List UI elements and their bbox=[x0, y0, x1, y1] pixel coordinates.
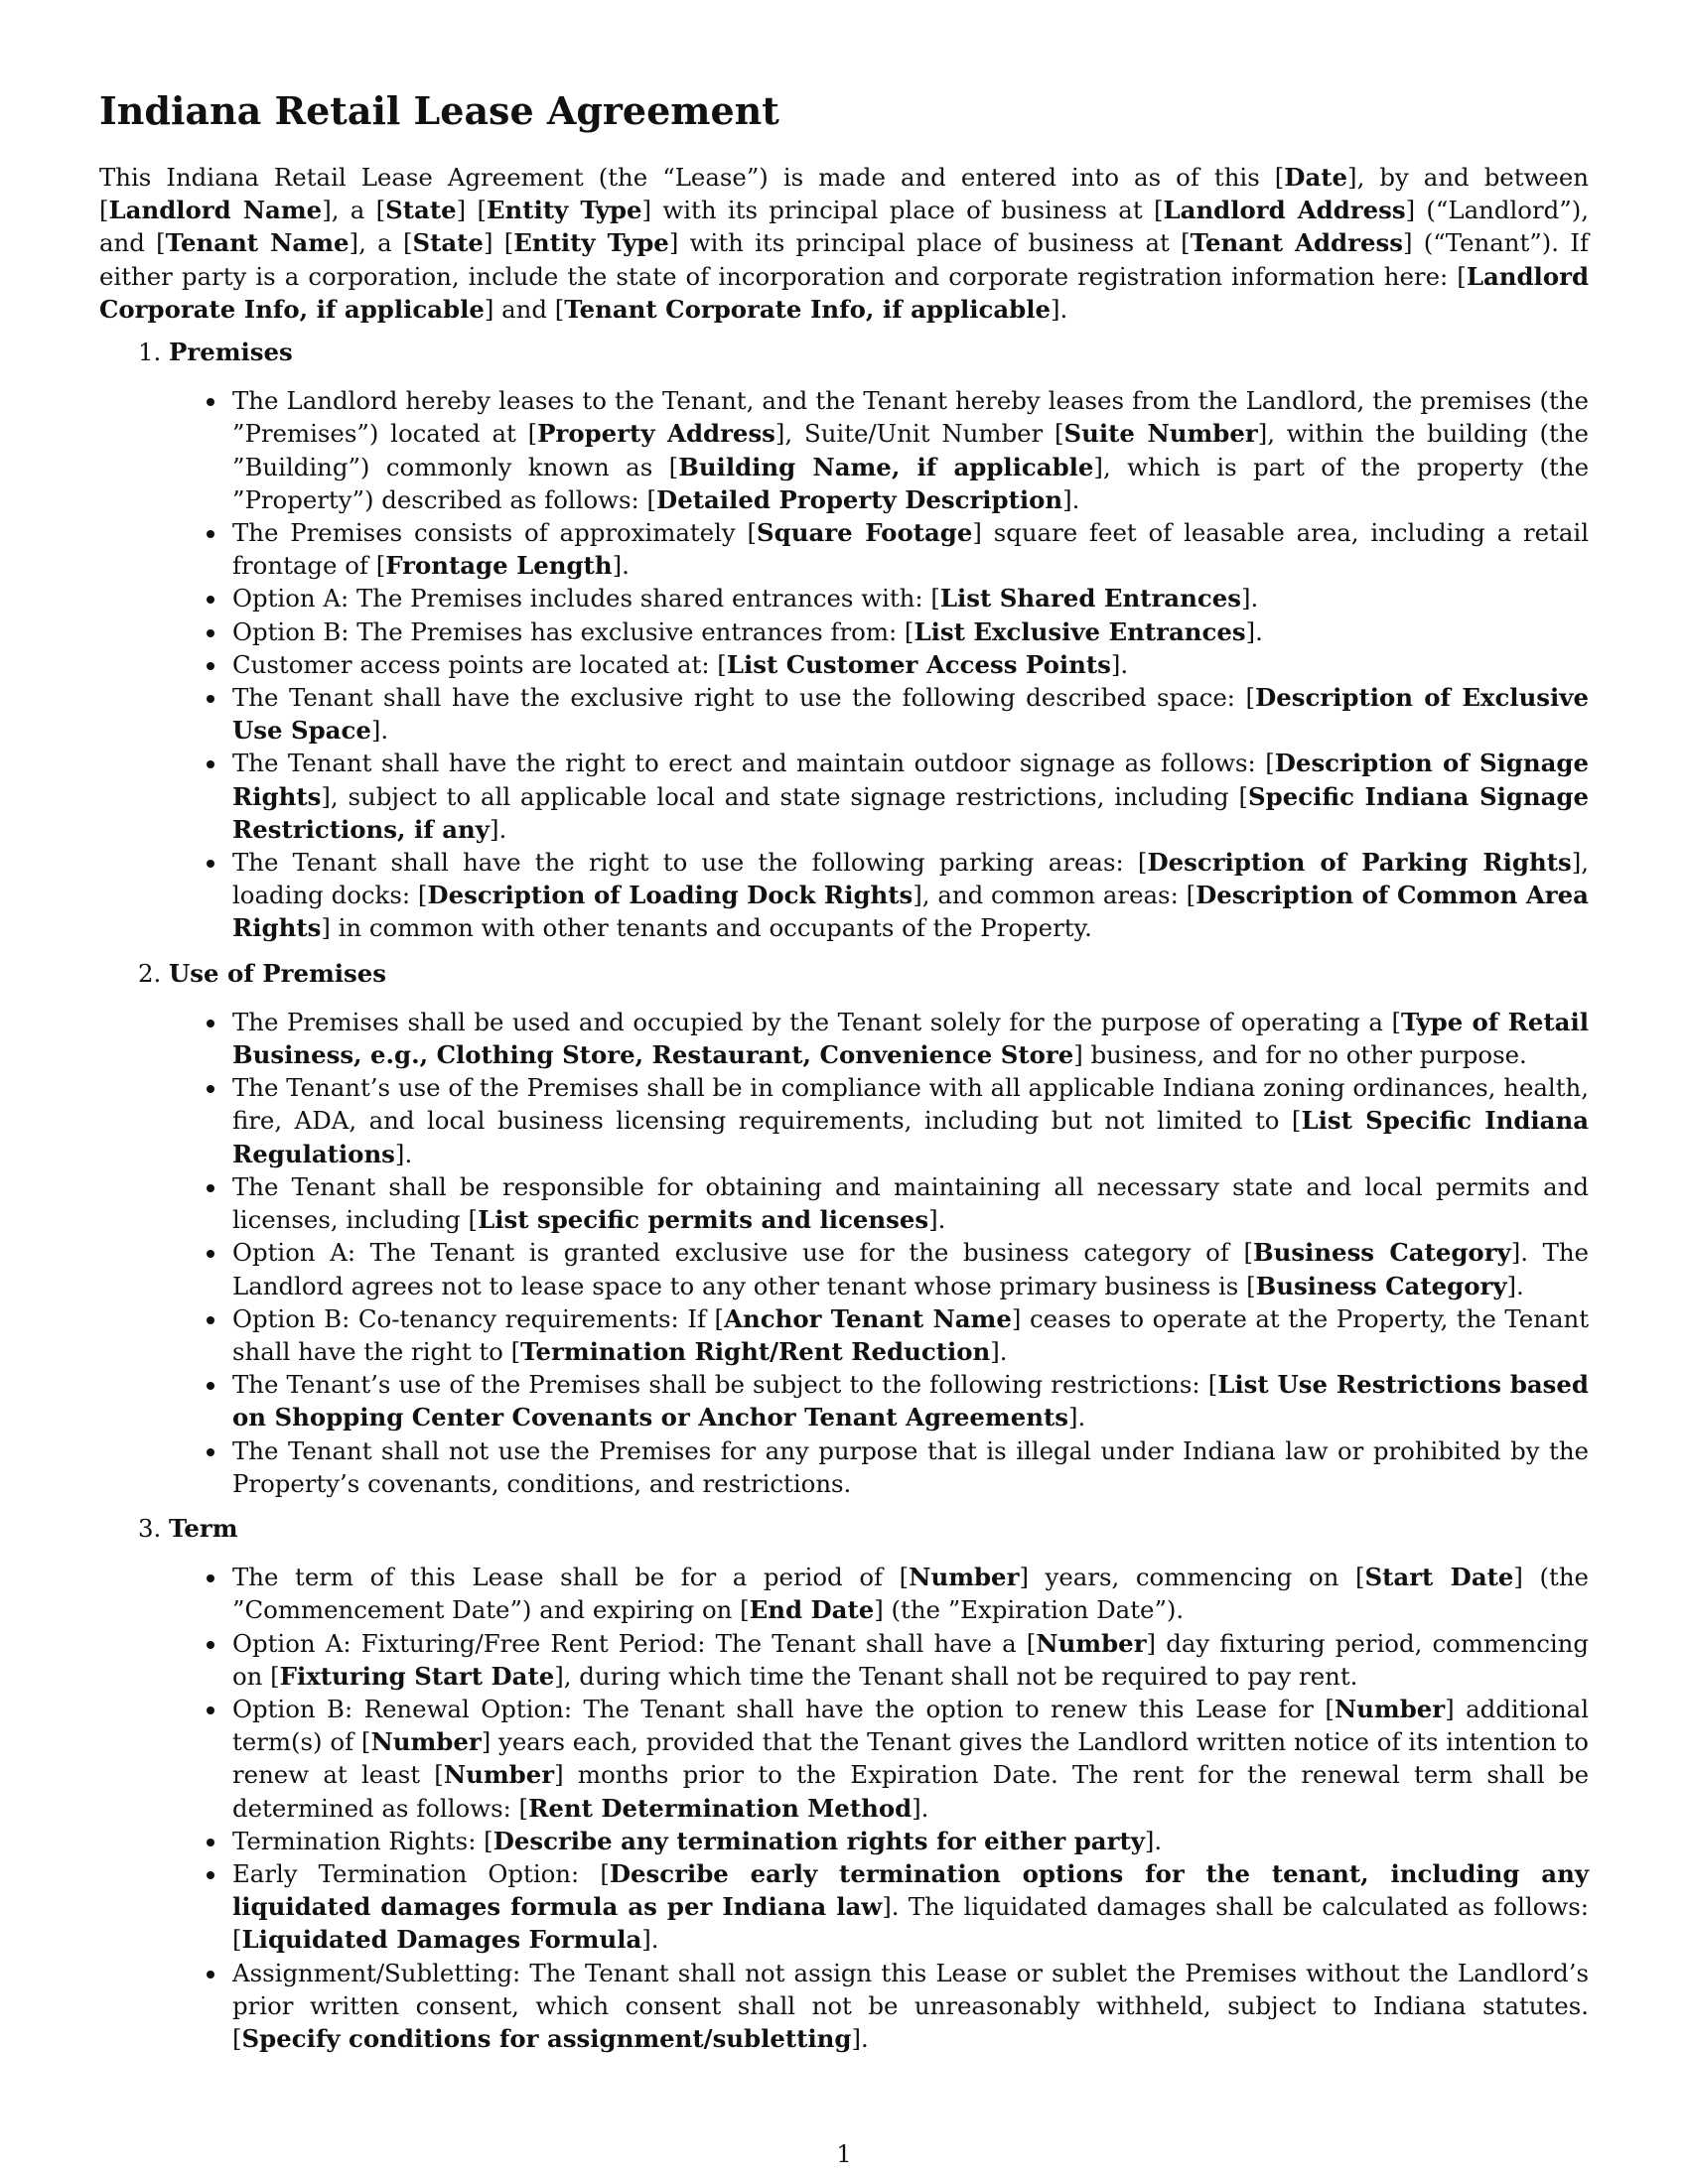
text-run: The Tenant shall be responsible for obtaining and maintaining all necessary state and local permits and licenses, including [ bbox=[232, 1171, 1589, 1235]
placeholder-field: Entity Type bbox=[486, 196, 642, 225]
text-run: Option A: The Premises includes shared entrances with: [ bbox=[232, 584, 940, 614]
placeholder-field: Tenant Corporate Info, if applicable bbox=[564, 294, 1052, 324]
clause-item bbox=[228, 1170, 1589, 1236]
text-run: Option B: The Premises has exclusive entrances from: [ bbox=[232, 616, 914, 646]
text-run: ], loading docks: [ bbox=[232, 848, 1589, 910]
text-run: ] additional term(s) of [ bbox=[232, 1694, 1589, 1757]
placeholder-field: Description of Loading Dock Rights bbox=[427, 881, 914, 910]
text-run: ] with its principal place of business at [ bbox=[641, 196, 1164, 225]
section-3 bbox=[169, 1512, 1589, 2055]
text-run: ]. The liquidated damages shall be calculated as follows: [ bbox=[232, 1892, 1590, 1955]
text-run: ]. bbox=[1067, 1403, 1086, 1433]
placeholder-field: Description of Signage Rights bbox=[232, 749, 1589, 811]
section-1 bbox=[169, 336, 1589, 945]
text-run: ] (“Tenant”). If either party is a corporation, include the state of incorporation and corporate registration information here: [ bbox=[99, 228, 1589, 291]
text-run: ], which is part of the property (the ”Property”) described as follows: [ bbox=[232, 452, 1590, 514]
text-run: ], and common areas: [ bbox=[913, 881, 1196, 910]
placeholder-field: List Shared Entrances bbox=[939, 584, 1241, 614]
placeholder-field: Frontage Length bbox=[385, 551, 613, 581]
placeholder-field: Building Name, if applicable bbox=[678, 452, 1094, 481]
text-run: ] (the ”Commencement Date”) and expiring on [ bbox=[232, 1563, 1589, 1625]
clause-item bbox=[228, 1693, 1589, 1825]
text-run: ] (the ”Expiration Date”). bbox=[874, 1595, 1185, 1625]
placeholder-field: Number bbox=[370, 1727, 482, 1757]
text-run: ] [ bbox=[483, 228, 514, 258]
text-run: The Tenant shall have the right to erect and maintain outdoor signage as follows: [ bbox=[232, 749, 1275, 778]
text-run: ], subject to all applicable local and state signage restrictions, including [ bbox=[321, 781, 1249, 811]
text-run: Early Termination Option: [ bbox=[232, 1858, 610, 1888]
text-run: ] [ bbox=[456, 196, 487, 225]
page-number: 1 bbox=[836, 2140, 852, 2168]
placeholder-field: Square Footage bbox=[757, 518, 973, 548]
placeholder-field: List Specific Indiana Regulations bbox=[232, 1106, 1590, 1168]
clause-item bbox=[228, 1006, 1589, 1071]
clause-item bbox=[228, 1302, 1589, 1368]
placeholder-field: Date bbox=[1284, 163, 1348, 192]
placeholder-field: Description of Common Area Rights bbox=[232, 881, 1589, 943]
text-run: ], within the building (the ”Building”) commonly known as [ bbox=[232, 419, 1589, 481]
text-run: ]. bbox=[1051, 294, 1068, 324]
placeholder-field: Rent Determination Method bbox=[528, 1793, 913, 1823]
text-run: ]. bbox=[1240, 584, 1259, 614]
text-run: ]. bbox=[1062, 484, 1080, 514]
text-run: The term of this Lease shall be for a period of [ bbox=[232, 1563, 910, 1592]
placeholder-field: Start Date bbox=[1364, 1563, 1514, 1592]
text-run: ]. bbox=[612, 551, 630, 581]
text-run: ]. The Landlord agrees not to lease space to any other tenant whose primary business is [ bbox=[232, 1238, 1589, 1300]
placeholder-field: Landlord Name bbox=[108, 196, 323, 225]
text-run: ], a [ bbox=[349, 228, 413, 258]
placeholder-field: Type of Retail Business, e.g., Clothing Store, Restaurant, Convenience Store bbox=[232, 1007, 1590, 1070]
text-run: ] and [ bbox=[484, 294, 565, 324]
clause-item bbox=[228, 648, 1589, 681]
placeholder-field: Fixturing Start Date bbox=[279, 1661, 555, 1691]
placeholder-field: Tenant Address bbox=[1190, 228, 1403, 258]
text-run: ]. bbox=[990, 1336, 1008, 1366]
text-run: ]. bbox=[1245, 616, 1263, 646]
text-run: ]. bbox=[912, 1793, 929, 1823]
text-run: ], Suite/Unit Number [ bbox=[774, 419, 1064, 449]
text-run: The Tenant shall not use the Premises for any purpose that is illegal under Indiana law or prohibited by the Property’s covenants, conditions, and restrictions. bbox=[232, 1435, 1589, 1498]
text-run: ], during which time the Tenant shall not be required to pay rent. bbox=[554, 1661, 1358, 1691]
section-title: 1. Premises bbox=[169, 338, 293, 367]
text-run: This Indiana Retail Lease Agreement (the “Lease”) is made and entered into as of this [ bbox=[99, 163, 1285, 192]
placeholder-field: Termination Right/Rent Reduction bbox=[520, 1336, 991, 1366]
text-run: The Tenant shall have the right to use the following parking areas: [ bbox=[232, 848, 1148, 878]
text-run: ] ceases to operate at the Property, the Tenant shall have the right to [ bbox=[232, 1303, 1589, 1366]
intro-paragraph bbox=[99, 161, 1589, 326]
clause-item bbox=[228, 1857, 1589, 1957]
placeholder-field: Entity Type bbox=[513, 228, 669, 258]
clause-item bbox=[228, 1236, 1589, 1301]
text-run: ] day fixturing period, commencing on [ bbox=[232, 1628, 1589, 1691]
placeholder-field: Number bbox=[1334, 1694, 1446, 1723]
clause-item bbox=[228, 1627, 1589, 1693]
text-run: The Premises shall be used and occupied by the Tenant solely for the purpose of operating a [ bbox=[232, 1007, 1401, 1036]
text-run: ] years, commencing on [ bbox=[1019, 1563, 1365, 1592]
text-run: ] in common with other tenants and occupants of the Property. bbox=[321, 913, 1092, 943]
placeholder-field: Suite Number bbox=[1063, 419, 1258, 449]
document-page bbox=[99, 89, 1589, 2067]
text-run: ]. bbox=[1144, 1826, 1163, 1855]
placeholder-field: Tenant Name bbox=[165, 228, 350, 258]
document-title: Indiana Retail Lease Agreement bbox=[99, 88, 779, 133]
clause-item bbox=[228, 1434, 1589, 1500]
clause-item bbox=[228, 747, 1589, 846]
text-run: ]. bbox=[489, 814, 507, 844]
clause-list bbox=[169, 1006, 1589, 1500]
text-run: Assignment/Subletting: The Tenant shall not assign this Lease or sublet the Premises without the Landlord’s prior written consent, which consent shall not be unreasonably withheld, subject to Indiana statutes. [ bbox=[232, 1958, 1589, 2053]
section-list bbox=[99, 336, 1589, 2055]
placeholder-field: Describe any termination rights for either party bbox=[492, 1826, 1145, 1855]
clause-item bbox=[228, 846, 1589, 945]
clause-item bbox=[228, 615, 1589, 648]
text-run: ], a [ bbox=[322, 196, 386, 225]
text-run: The Tenant shall have the exclusive right to use the following described space: [ bbox=[232, 683, 1256, 713]
placeholder-field: List Use Restrictions based on Shopping Center Covenants or Anchor Tenant Agreements bbox=[232, 1370, 1589, 1433]
clause-item bbox=[228, 1368, 1589, 1433]
text-run: ] with its principal place of business at [ bbox=[668, 228, 1191, 258]
clause-list bbox=[169, 384, 1589, 944]
section-2 bbox=[169, 957, 1589, 1500]
clause-item bbox=[228, 516, 1589, 582]
text-run: Option A: The Tenant is granted exclusive use for the business category of [ bbox=[232, 1238, 1253, 1268]
placeholder-field: Description of Parking Rights bbox=[1147, 848, 1572, 878]
text-run: ]. bbox=[370, 716, 389, 746]
placeholder-field: Property Address bbox=[537, 419, 775, 449]
text-run: ] months prior to the Expiration Date. The rent for the renewal term shall be determined as follows: [ bbox=[232, 1760, 1590, 1823]
text-run: The Tenant’s use of the Premises shall be subject to the following restrictions: [ bbox=[232, 1370, 1218, 1400]
text-run: The Premises consists of approximately [ bbox=[232, 518, 758, 548]
placeholder-field: Describe early termination options for the tenant, including any liquidated damages formula as per Indiana law bbox=[232, 1858, 1589, 1922]
clause-list bbox=[169, 1561, 1589, 2055]
placeholder-field: Number bbox=[1036, 1628, 1147, 1658]
placeholder-field: Specific Indiana Signage Restrictions, if any bbox=[232, 781, 1590, 844]
text-run: ]. bbox=[1506, 1271, 1524, 1300]
placeholder-field: Business Category bbox=[1255, 1271, 1507, 1300]
clause-item bbox=[228, 681, 1589, 747]
clause-item bbox=[228, 1561, 1589, 1626]
clause-item bbox=[228, 1071, 1589, 1170]
placeholder-field: Number bbox=[909, 1563, 1020, 1592]
placeholder-field: Business Category bbox=[1252, 1238, 1511, 1268]
placeholder-field: State bbox=[412, 228, 484, 258]
clause-item bbox=[228, 1957, 1589, 2056]
clause-item bbox=[228, 1825, 1589, 1857]
section-title: 3. Term bbox=[169, 1513, 238, 1543]
text-run: Customer access points are located at: [ bbox=[232, 649, 727, 679]
text-run: The Landlord hereby leases to the Tenant, and the Tenant hereby leases from the Landlord, the premises (the ”Premises”) located at [ bbox=[232, 386, 1589, 449]
text-run: Termination Rights: [ bbox=[232, 1826, 493, 1855]
placeholder-field: Detailed Property Description bbox=[656, 484, 1063, 514]
text-run: ] (“Landlord”), and [ bbox=[99, 196, 1589, 258]
placeholder-field: Landlord Corporate Info, if applicable bbox=[99, 261, 1589, 324]
placeholder-field: Description of Exclusive Use Space bbox=[232, 683, 1589, 746]
text-run: Option A: Fixturing/Free Rent Period: The Tenant shall have a [ bbox=[232, 1628, 1037, 1658]
placeholder-field: List specific permits and licenses bbox=[478, 1205, 929, 1235]
placeholder-field: List Customer Access Points bbox=[726, 649, 1111, 679]
placeholder-field: Number bbox=[443, 1760, 555, 1790]
text-run: ]. bbox=[394, 1139, 413, 1168]
placeholder-field: List Exclusive Entrances bbox=[914, 616, 1246, 646]
text-run: The Tenant’s use of the Premises shall be in compliance with all applicable Indiana zoning ordinances, health, fire, ADA, and local business licensing requirements, including but not limited to [ bbox=[232, 1073, 1589, 1136]
placeholder-field: Liquidated Damages Formula bbox=[241, 1925, 642, 1955]
clause-item bbox=[228, 384, 1589, 516]
placeholder-field: Landlord Address bbox=[1163, 196, 1406, 225]
placeholder-field: Anchor Tenant Name bbox=[724, 1303, 1012, 1333]
clause-item bbox=[228, 582, 1589, 614]
text-run: ]. bbox=[1110, 649, 1129, 679]
text-run: ]. bbox=[641, 1925, 659, 1955]
text-run: ]. bbox=[928, 1205, 946, 1235]
text-run: ], by and between [ bbox=[99, 163, 1589, 225]
section-title: 2. Use of Premises bbox=[169, 958, 387, 988]
placeholder-field: End Date bbox=[749, 1595, 875, 1625]
text-run: ] business, and for no other purpose. bbox=[1073, 1040, 1527, 1070]
text-run: ] square feet of leasable area, including a retail frontage of [ bbox=[232, 518, 1589, 581]
text-run: Option B: Renewal Option: The Tenant shall have the option to renew this Lease for [ bbox=[232, 1694, 1335, 1723]
text-run: ]. bbox=[851, 2023, 869, 2053]
text-run: Option B: Co-tenancy requirements: If [ bbox=[232, 1303, 725, 1333]
placeholder-field: State bbox=[385, 196, 457, 225]
placeholder-field: Specify conditions for assignment/subletting bbox=[241, 2023, 852, 2053]
text-run: ] years each, provided that the Tenant gives the Landlord written notice of its intention to renew at least [ bbox=[232, 1727, 1589, 1790]
